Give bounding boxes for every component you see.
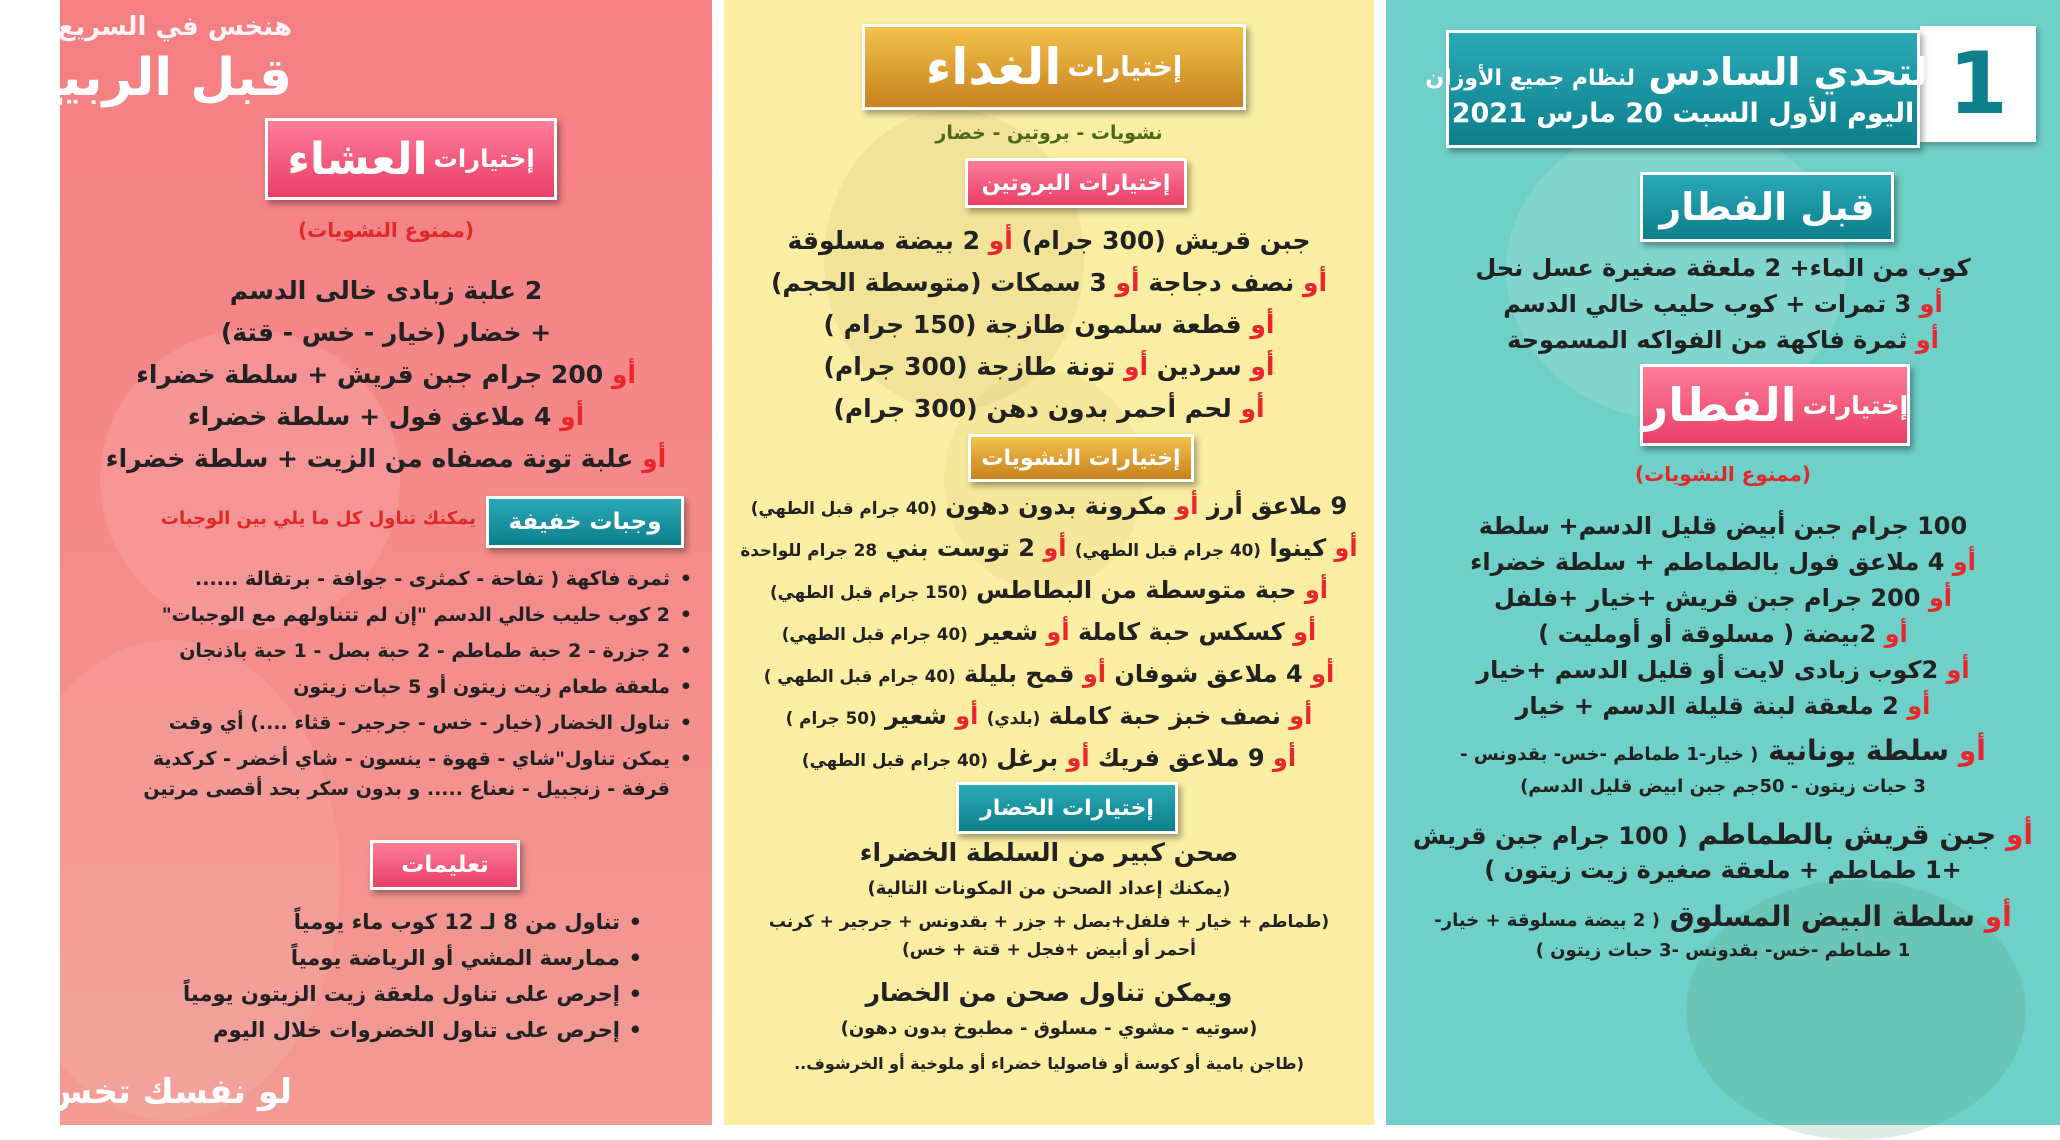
veg-line: (سوتيه - مشوي - مسلوق - مطبوخ بدون دهون) — [840, 1018, 1258, 1039]
breakfast-column — [1386, 0, 2060, 1125]
starch-item: أو حبة متوسطة من البطاطس (150 جرام قبل الطهي) — [769, 576, 1328, 604]
veg-line: (طاجن بامية أو كوسة أو فاصوليا خضراء أو ملوخية أو الخرشوف.. — [794, 1054, 1304, 1073]
breakfast-item: أو 2بيضة ( مسلوقة أو أومليت ) — [1538, 620, 1908, 648]
dinner-title-main: العشاء — [287, 133, 428, 185]
starch-item: أو 4 ملاعق شوفان أو قمح بليلة (40 جرام قبل الطهي ) — [763, 660, 1335, 688]
dinner-title-ribbon — [265, 118, 557, 200]
instruction-item: • إحرص على تناول ملعقة زيت الزيتون يومياً — [183, 982, 620, 1018]
breakfast-item: 100 جرام جبن أبيض قليل الدسم+ سلطة — [1478, 512, 1968, 540]
snack-item: • يمكن تناول"شاي - قهوة - ينسون - شاي أخضر - كركدية — [143, 748, 670, 778]
breakfast-title-main: الفطار — [1641, 378, 1797, 432]
breakfast-item: أو 2كوب زبادى لايت أو قليل الدسم +خيار — [1476, 656, 1970, 684]
starch-item: 9 ملاعق أرز أو مكرونة بدون دهون (40 جرام قبل الطهي) — [750, 492, 1348, 520]
before-breakfast-ribbon: قبل الفطار — [1640, 172, 1894, 242]
lunch-title-main: الغداء — [925, 38, 1062, 96]
egg-salad-desc: 1 طماطم -خس- بقدونس -3 حبات زيتون ) — [1535, 940, 1911, 961]
lunch-column — [724, 0, 1374, 1125]
snacks-list — [143, 568, 670, 808]
column-divider — [712, 0, 724, 1125]
challenge-line1: التحدي السادس لنظام جميع الأوزان — [1425, 49, 1941, 94]
starch-item: أو نصف خبز حبة كاملة (بلدي) أو شعير (50 جرام ) — [785, 702, 1313, 730]
veg-line: (يمكنك إعداد الصحن من المكونات التالية) — [867, 878, 1231, 899]
day-number-badge: 1 — [1920, 26, 2036, 142]
challenge-header — [1425, 30, 1941, 148]
veg-title: صحن كبير من السلطة الخضراء — [859, 838, 1239, 867]
snack-item: • ملعقة طعام زيت زيتون أو 5 حبات زيتون — [143, 676, 670, 712]
protein-item: أو نصف دجاجة أو 3 سمكات (متوسطة الحجم) — [770, 268, 1328, 297]
starch-item: أو 9 ملاعق فريك أو برغل (40 جرام قبل الطهي) — [801, 744, 1297, 772]
before-item: أو ثمرة فاكهة من الفواكه المسموحة — [1507, 326, 1939, 354]
instruction-item: • تناول من 8 لـ 12 كوب ماء يومياً — [183, 910, 620, 946]
before-item: كوب من الماء+ 2 ملعقة صغيرة عسل نحل — [1475, 254, 1971, 282]
dinner-item: أو 200 جرام جبن قريش + سلطة خضراء — [136, 360, 636, 389]
before-item: أو 3 تمرات + كوب حليب خالي الدسم — [1503, 290, 1943, 318]
dinner-item: أو 4 ملاعق فول + سلطة خضراء — [187, 402, 585, 431]
breakfast-item: أو 2 ملعقة لبنة قليلة الدسم + خيار — [1515, 692, 1931, 720]
snacks-note: يمكنك تناول كل ما يلي بين الوجبات — [160, 508, 476, 529]
lunch-title-ribbon — [862, 24, 1246, 110]
logo-main: قبل الربيع — [26, 48, 292, 108]
snack-item: قرفة - زنجبيل - نعناع ..... و بدون سكر بحد أقصى مرتين — [143, 778, 670, 800]
snacks-ribbon: وجبات خفيفة — [486, 496, 684, 548]
instruction-item: • ممارسة المشي أو الرياضة يومياً — [183, 946, 620, 982]
dinner-title-prefix: إختيارات — [433, 145, 535, 173]
starch-ribbon: إختيارات النشويات — [968, 434, 1194, 482]
snack-item: • تناول الخضار (خيار - خس - جرجير - قثاء ....) أي وقت — [143, 712, 670, 748]
protein-item: أو لحم أحمر بدون دهن (300 جرام) — [833, 394, 1265, 423]
greek-salad-option: أو سلطة يونانية ( خيار-1 طماطم -خس- بقدونس - — [1460, 734, 1986, 767]
starch-item: أو كسكس حبة كاملة أو شعير (40 جرام قبل الطهي) — [781, 618, 1317, 646]
snack-item: • 2 كوب حليب خالي الدسم "إن لم تتناولهم مع الوجبات" — [143, 604, 670, 640]
veg-ribbon: إختيارات الخضار — [956, 782, 1178, 834]
footer-slogan: لو نفسك تخس — [45, 1072, 292, 1112]
veg-line: (طماطم + خيار + فلفل+بصل + جزر + بقدونس + جرجير + كرنب — [768, 912, 1330, 932]
protein-item: جبن قريش (300 جرام) أو 2 بيضة مسلوقة — [787, 226, 1311, 255]
dinner-column — [26, 0, 712, 1125]
greek-salad-desc: 3 حبات زيتون - 50جم جبن ابيض قليل الدسم) — [1520, 776, 1926, 797]
lunch-subtitle: نشويات - بروتين - خضار — [935, 122, 1163, 144]
snack-item: • 2 جزرة - 2 حبة طماطم - 2 حبة بصل - 1 حبة باذنجان — [143, 640, 670, 676]
protein-item: أو سردين أو تونة طازجة (300 جرام) — [823, 352, 1275, 381]
column-divider — [1374, 0, 1386, 1125]
breakfast-title-ribbon — [1640, 364, 1910, 446]
logo-tagline: هنخس في السريع — [57, 12, 292, 42]
dinner-subtitle: (ممنوع النشويات) — [298, 218, 474, 242]
veg-title2: ويمكن تناول صحن من الخضار — [865, 978, 1233, 1007]
protein-item: أو قطعة سلمون طازجة (150 جرام ) — [823, 310, 1275, 339]
instructions-ribbon: تعليمات — [370, 840, 520, 890]
challenge-date: اليوم الأول السبت 20 مارس 2021 — [1451, 97, 1915, 129]
cheese-option: أو جبن قريش بالطماطم ( 100 جرام جبن قريش — [1413, 818, 2033, 851]
snack-item: • ثمرة فاكهة ( تفاحة - كمثرى - جوافة - برتقالة ...... — [143, 568, 670, 604]
egg-salad-option: أو سلطة البيض المسلوق ( 2 بيضة مسلوقة + خيار- — [1434, 900, 2012, 933]
cheese-desc: +1 طماطم + ملعقة صغيرة زيت زيتون ) — [1484, 856, 1962, 884]
dinner-item: 2 علبة زبادى خالى الدسم — [229, 276, 543, 305]
lunch-title-prefix: إختيارات — [1067, 51, 1183, 83]
starch-item: أو كينوا (40 جرام قبل الطهي) أو 2 توست بني 28 جرام للواحدة — [740, 534, 1358, 562]
breakfast-item: أو 4 ملاعق فول بالطماطم + سلطة خضراء — [1470, 548, 1976, 576]
veg-line: أحمر أو أبيض +فجل + قتة + خس) — [902, 940, 1196, 960]
protein-ribbon: إختيارات البروتين — [965, 158, 1187, 208]
instruction-item: • إحرص على تناول الخضروات خلال اليوم — [183, 1018, 620, 1054]
dinner-item: + خضار (خيار - خس - قتة) — [220, 318, 552, 347]
breakfast-item: أو 200 جرام جبن قريش +خيار +فلفل — [1493, 584, 1953, 612]
instructions-list — [183, 910, 620, 1054]
dinner-item: أو علبة تونة مصفاه من الزيت + سلطة خضراء — [105, 444, 667, 473]
breakfast-title-prefix: إختيارات — [1802, 390, 1909, 420]
breakfast-subtitle: (ممنوع النشويات) — [1635, 462, 1811, 486]
